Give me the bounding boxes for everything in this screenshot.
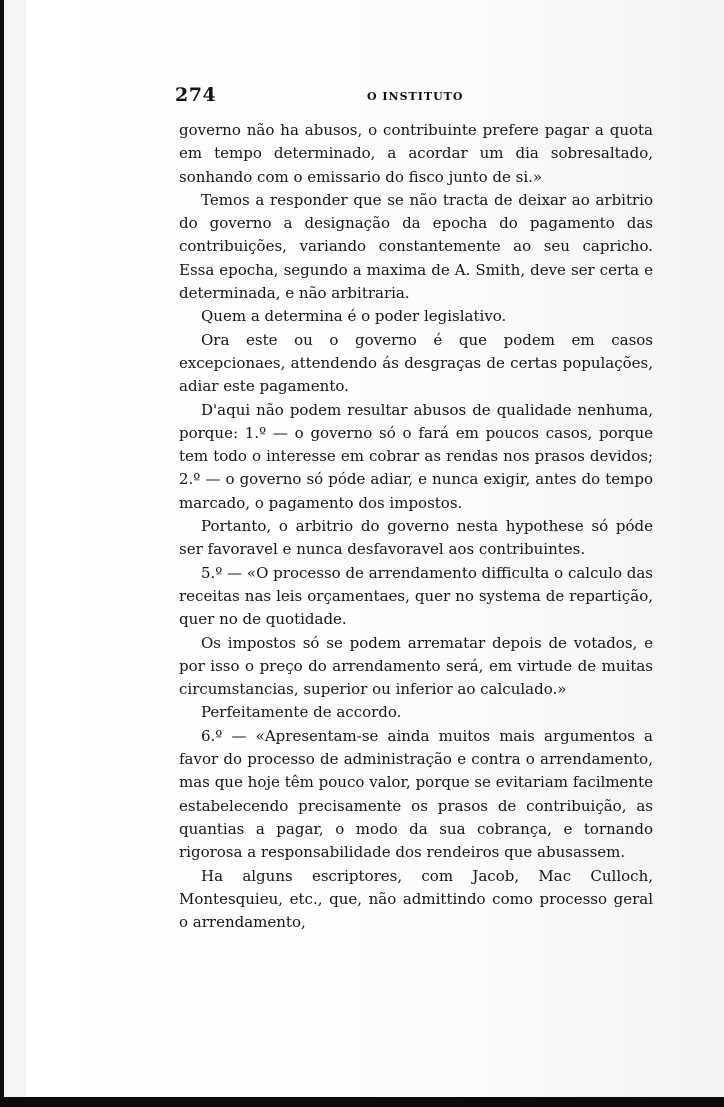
paragraph: 5.º — «O processo de arrendamento difficulta o calculo das receitas nas leis orçamentaes, quer no systema de repartição, quer no de quotidade.: [179, 563, 653, 629]
paragraph: D'aqui não podem resultar abusos de qualidade nenhuma, porque: 1.º — o governo só o fará em poucos casos, porque tem todo o interesse em cobrar as rendas nos prasos devidos; 2.º — o governo só póde adiar, e nunca exigir, antes do tempo marcado, o pagamento dos impostos.: [179, 400, 653, 512]
paragraph: governo não ha abusos, o contribuinte prefere pagar a quota em tempo determinado, a acordar um dia sobresaltado, sonhando com o emissario do fisco junto de si.»: [179, 121, 653, 186]
paragraph: Quem a determina é o poder legislativo.: [201, 307, 507, 326]
paragraph: 6.º — «Apresentam-se ainda muitos mais argumentos a favor do processo de administração e contra o arrendamento, mas que hoje têm pouco valor, porque se evitariam facilmente estabelecendo precisamente os prasos de contribuição, as quantias a pagar, o modo da sua cobrança, e tornando rigorosa a responsabilidade dos rendeiros que abusassem.: [179, 726, 653, 862]
paragraph: Ha alguns escriptores, com Jacob, Mac Culloch, Montesquieu, etc., que, não admittindo como processo geral o arrendamento,: [179, 866, 653, 932]
paragraph: Portanto, o arbitrio do governo nesta hypothese só póde ser favoravel e nunca desfavoravel aos contribuintes.: [179, 517, 653, 559]
page-surface: [26, 0, 724, 1097]
paragraph: Temos a responder que se não tracta de deixar ao arbitrio do governo a designação da epocha do pagamento das contribuições, variando constantemente ao seu capricho. Essa epocha, segundo a maxima de A. Smith, deve ser certa e determinada, e não arbitraria.: [179, 190, 653, 303]
paragraph: Perfeitamente de accordo.: [201, 703, 402, 722]
body-text: [179, 119, 653, 934]
page-header: [175, 84, 655, 110]
paragraph: Ora este ou o governo é que podem em casos excepcionaes, attendendo ás desgraças de certas populações, adiar este pagamento.: [179, 330, 653, 396]
page-number: 274: [175, 84, 217, 106]
running-head: O INSTITUTO: [367, 90, 464, 103]
paragraph: Os impostos só se podem arrematar depois de votados, e por isso o preço do arrendamento será, em virtude de muitas circumstancias, superior ou inferior ao calculado.»: [179, 633, 653, 699]
